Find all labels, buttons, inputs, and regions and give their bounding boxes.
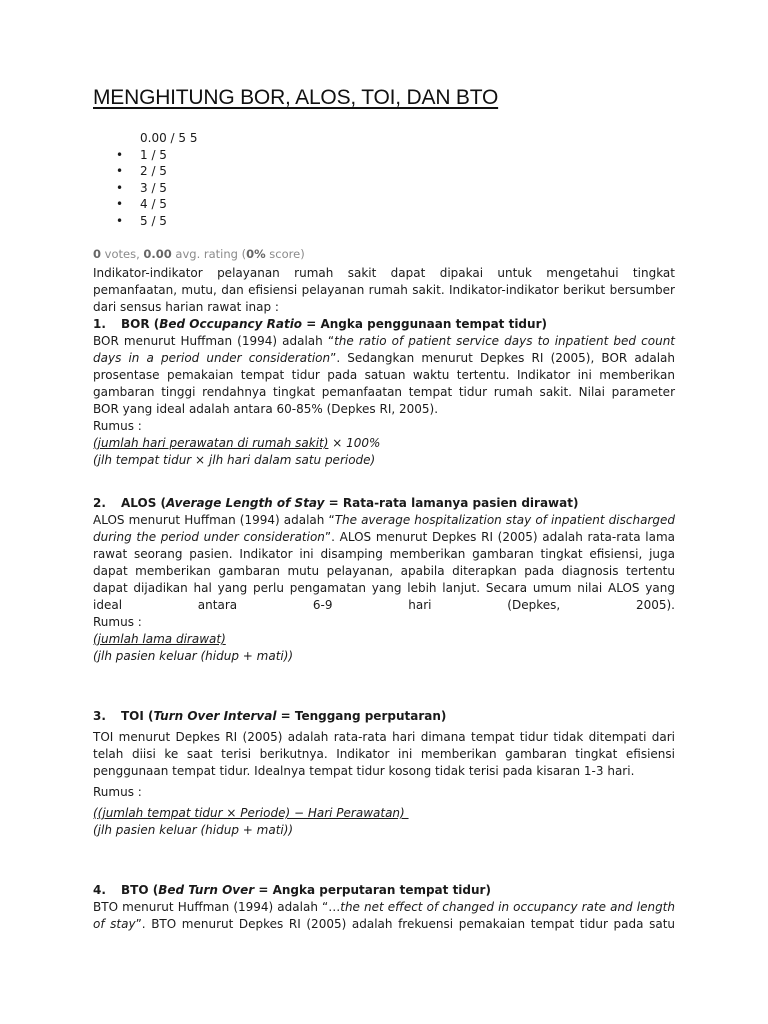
bullet-icon: • bbox=[116, 180, 124, 195]
alos-paragraph bbox=[93, 512, 675, 614]
heading-meaning: = Angka penggunaan tempat tidur) bbox=[302, 317, 547, 331]
rating-summary bbox=[93, 247, 305, 261]
bor-paragraph bbox=[93, 333, 675, 418]
score-label: score) bbox=[265, 247, 305, 261]
formula-multiplier: × 100% bbox=[328, 436, 381, 450]
section-number: 2. bbox=[93, 496, 106, 510]
alos-formula-denominator: (jlh pasien keluar (hidup + mati)) bbox=[93, 649, 294, 663]
rating-option-label[interactable]: 5 / 5 bbox=[140, 213, 167, 228]
toi-paragraph: TOI menurut Depkes RI (2005) adalah rata-rata hari dimana tempat tidur tidak ditempati dari telah diisi ke saat terisi berikutnya. Indikator ini memberikan gambaran tingkat efisiensi penggunaan tempat tidur. Idealnya tempat tidur kosong tidak terisi pada kisaran 1-3 hari. bbox=[93, 730, 675, 778]
rating-option-4[interactable] bbox=[116, 196, 197, 213]
heading-abbr: TOI ( bbox=[121, 709, 154, 723]
heading-meaning: = Tenggang perputaran) bbox=[276, 709, 447, 723]
rating-option-5[interactable] bbox=[116, 213, 197, 230]
section-heading-toi bbox=[93, 708, 675, 725]
heading-abbr: BTO ( bbox=[121, 883, 159, 897]
formula-numerator: (jumlah hari perawatan di rumah sakit) bbox=[93, 436, 329, 450]
intro-paragraph: Indikator-indikator pelayanan rumah sakit dapat dipakai untuk mengetahui tingkat pemanfaatan, mutu, dan efisiensi pelayanan rumah sakit. Indikator-indikator berikut bersumber dari sensus harian rawat inap : bbox=[93, 266, 675, 314]
heading-abbr: BOR ( bbox=[121, 317, 160, 331]
bor-quote: the ratio of patient service days to inpatient bed count days in a period under consideration bbox=[93, 334, 676, 365]
heading-term: Bed Occupancy Ratio bbox=[159, 317, 303, 331]
section-number: 3. bbox=[93, 709, 106, 723]
bor-formula-numerator bbox=[93, 435, 675, 452]
bullet-icon: • bbox=[116, 147, 124, 162]
rating-option-3[interactable] bbox=[116, 180, 197, 197]
bullet-icon: • bbox=[116, 164, 124, 179]
heading-meaning: = Rata-rata lamanya pasien dirawat) bbox=[324, 496, 579, 510]
toi-formula-denominator: (jlh pasien keluar (hidup + mati)) bbox=[93, 823, 294, 837]
rating-option-1[interactable] bbox=[116, 147, 197, 164]
section-heading-bto bbox=[93, 882, 675, 899]
article-body bbox=[93, 265, 675, 933]
bor-rumus-label: Rumus : bbox=[93, 419, 142, 433]
section-number: 4. bbox=[93, 883, 106, 897]
heading-term: Bed Turn Over bbox=[158, 883, 255, 897]
rating-header: 0.00 / 5 5 bbox=[140, 131, 198, 145]
bto-paragraph bbox=[93, 899, 675, 933]
avg-rating-value: 0.00 bbox=[143, 247, 172, 261]
rating-option-2[interactable] bbox=[116, 163, 197, 180]
avg-rating-label: avg. rating ( bbox=[171, 247, 247, 261]
bto-text: BTO menurut Huffman (1994) adalah “… bbox=[93, 900, 341, 914]
rating-option-label[interactable]: 1 / 5 bbox=[140, 147, 167, 162]
heading-abbr: ALOS ( bbox=[121, 496, 167, 510]
bto-quote: the net effect of changed in occupancy rate and length of stay bbox=[93, 900, 675, 931]
alos-formula-numerator: (jumlah lama dirawat) bbox=[93, 632, 226, 646]
bullet-icon: • bbox=[116, 213, 124, 228]
section-number: 1. bbox=[93, 317, 106, 331]
votes-count: 0 bbox=[93, 247, 102, 261]
rating-options bbox=[116, 147, 197, 230]
heading-meaning: = Angka perputaran tempat tidur) bbox=[254, 883, 491, 897]
section-heading-alos bbox=[93, 495, 675, 512]
rating-option-label[interactable]: 3 / 5 bbox=[140, 180, 167, 195]
page-title: MENGHITUNG BOR, ALOS, TOI, DAN BTO bbox=[93, 86, 499, 109]
heading-term: Average Length of Stay bbox=[166, 496, 325, 510]
alos-text: ALOS menurut Huffman (1994) adalah “ bbox=[93, 513, 335, 527]
votes-label: votes, bbox=[101, 247, 144, 261]
bor-text: ”. Sedangkan menurut Depkes RI (2005), BOR adalah prosentase pemakaian tempat tidur pada satuan waktu tertentu. Indikator ini memberikan gambaran tinggi rendahnya tingkat pemanfaatan tempat tidur rumah sakit. Nilai parameter BOR yang ideal adalah antara 60-85% (Depkes RI, 2005). bbox=[93, 351, 676, 416]
toi-formula-numerator: ((jumlah tempat tidur × Periode) − Hari Perawatan) bbox=[93, 806, 409, 820]
rating-widget bbox=[116, 130, 197, 230]
alos-text: ”. ALOS menurut Depkes RI (2005) adalah rata-rata lama rawat seorang pasien. Indikator ini disamping memberikan gambaran tingkat efisiensi, juga dapat memberikan gambaran mutu pelayanan, apabila diterapkan pada diagnosis tertentu dapat dijadikan hal yang perlu pengamatan yang lebih lanjut. Secara umum nilai ALOS yang ideal antara 6-9 hari (Depkes, 2005). bbox=[93, 530, 675, 612]
bor-formula-denominator: (jlh tempat tidur × jlh hari dalam satu periode) bbox=[93, 453, 376, 467]
section-heading-bor bbox=[93, 316, 675, 333]
bullet-icon: • bbox=[116, 197, 124, 212]
rating-option-label[interactable]: 4 / 5 bbox=[140, 197, 167, 212]
rating-option-label[interactable]: 2 / 5 bbox=[140, 164, 167, 179]
score-value: 0% bbox=[246, 247, 266, 261]
heading-term: Turn Over Interval bbox=[153, 709, 277, 723]
alos-quote: The average hospitalization stay of inpatient discharged during the period under consideration bbox=[93, 513, 675, 544]
alos-rumus-label: Rumus : bbox=[93, 615, 142, 629]
bto-text: ”. BTO menurut Depkes RI (2005) adalah frekuensi pemakaian tempat tidur pada satu bbox=[135, 917, 675, 931]
bor-text: BOR menurut Huffman (1994) adalah “ bbox=[93, 334, 335, 348]
toi-rumus-label: Rumus : bbox=[93, 785, 142, 799]
